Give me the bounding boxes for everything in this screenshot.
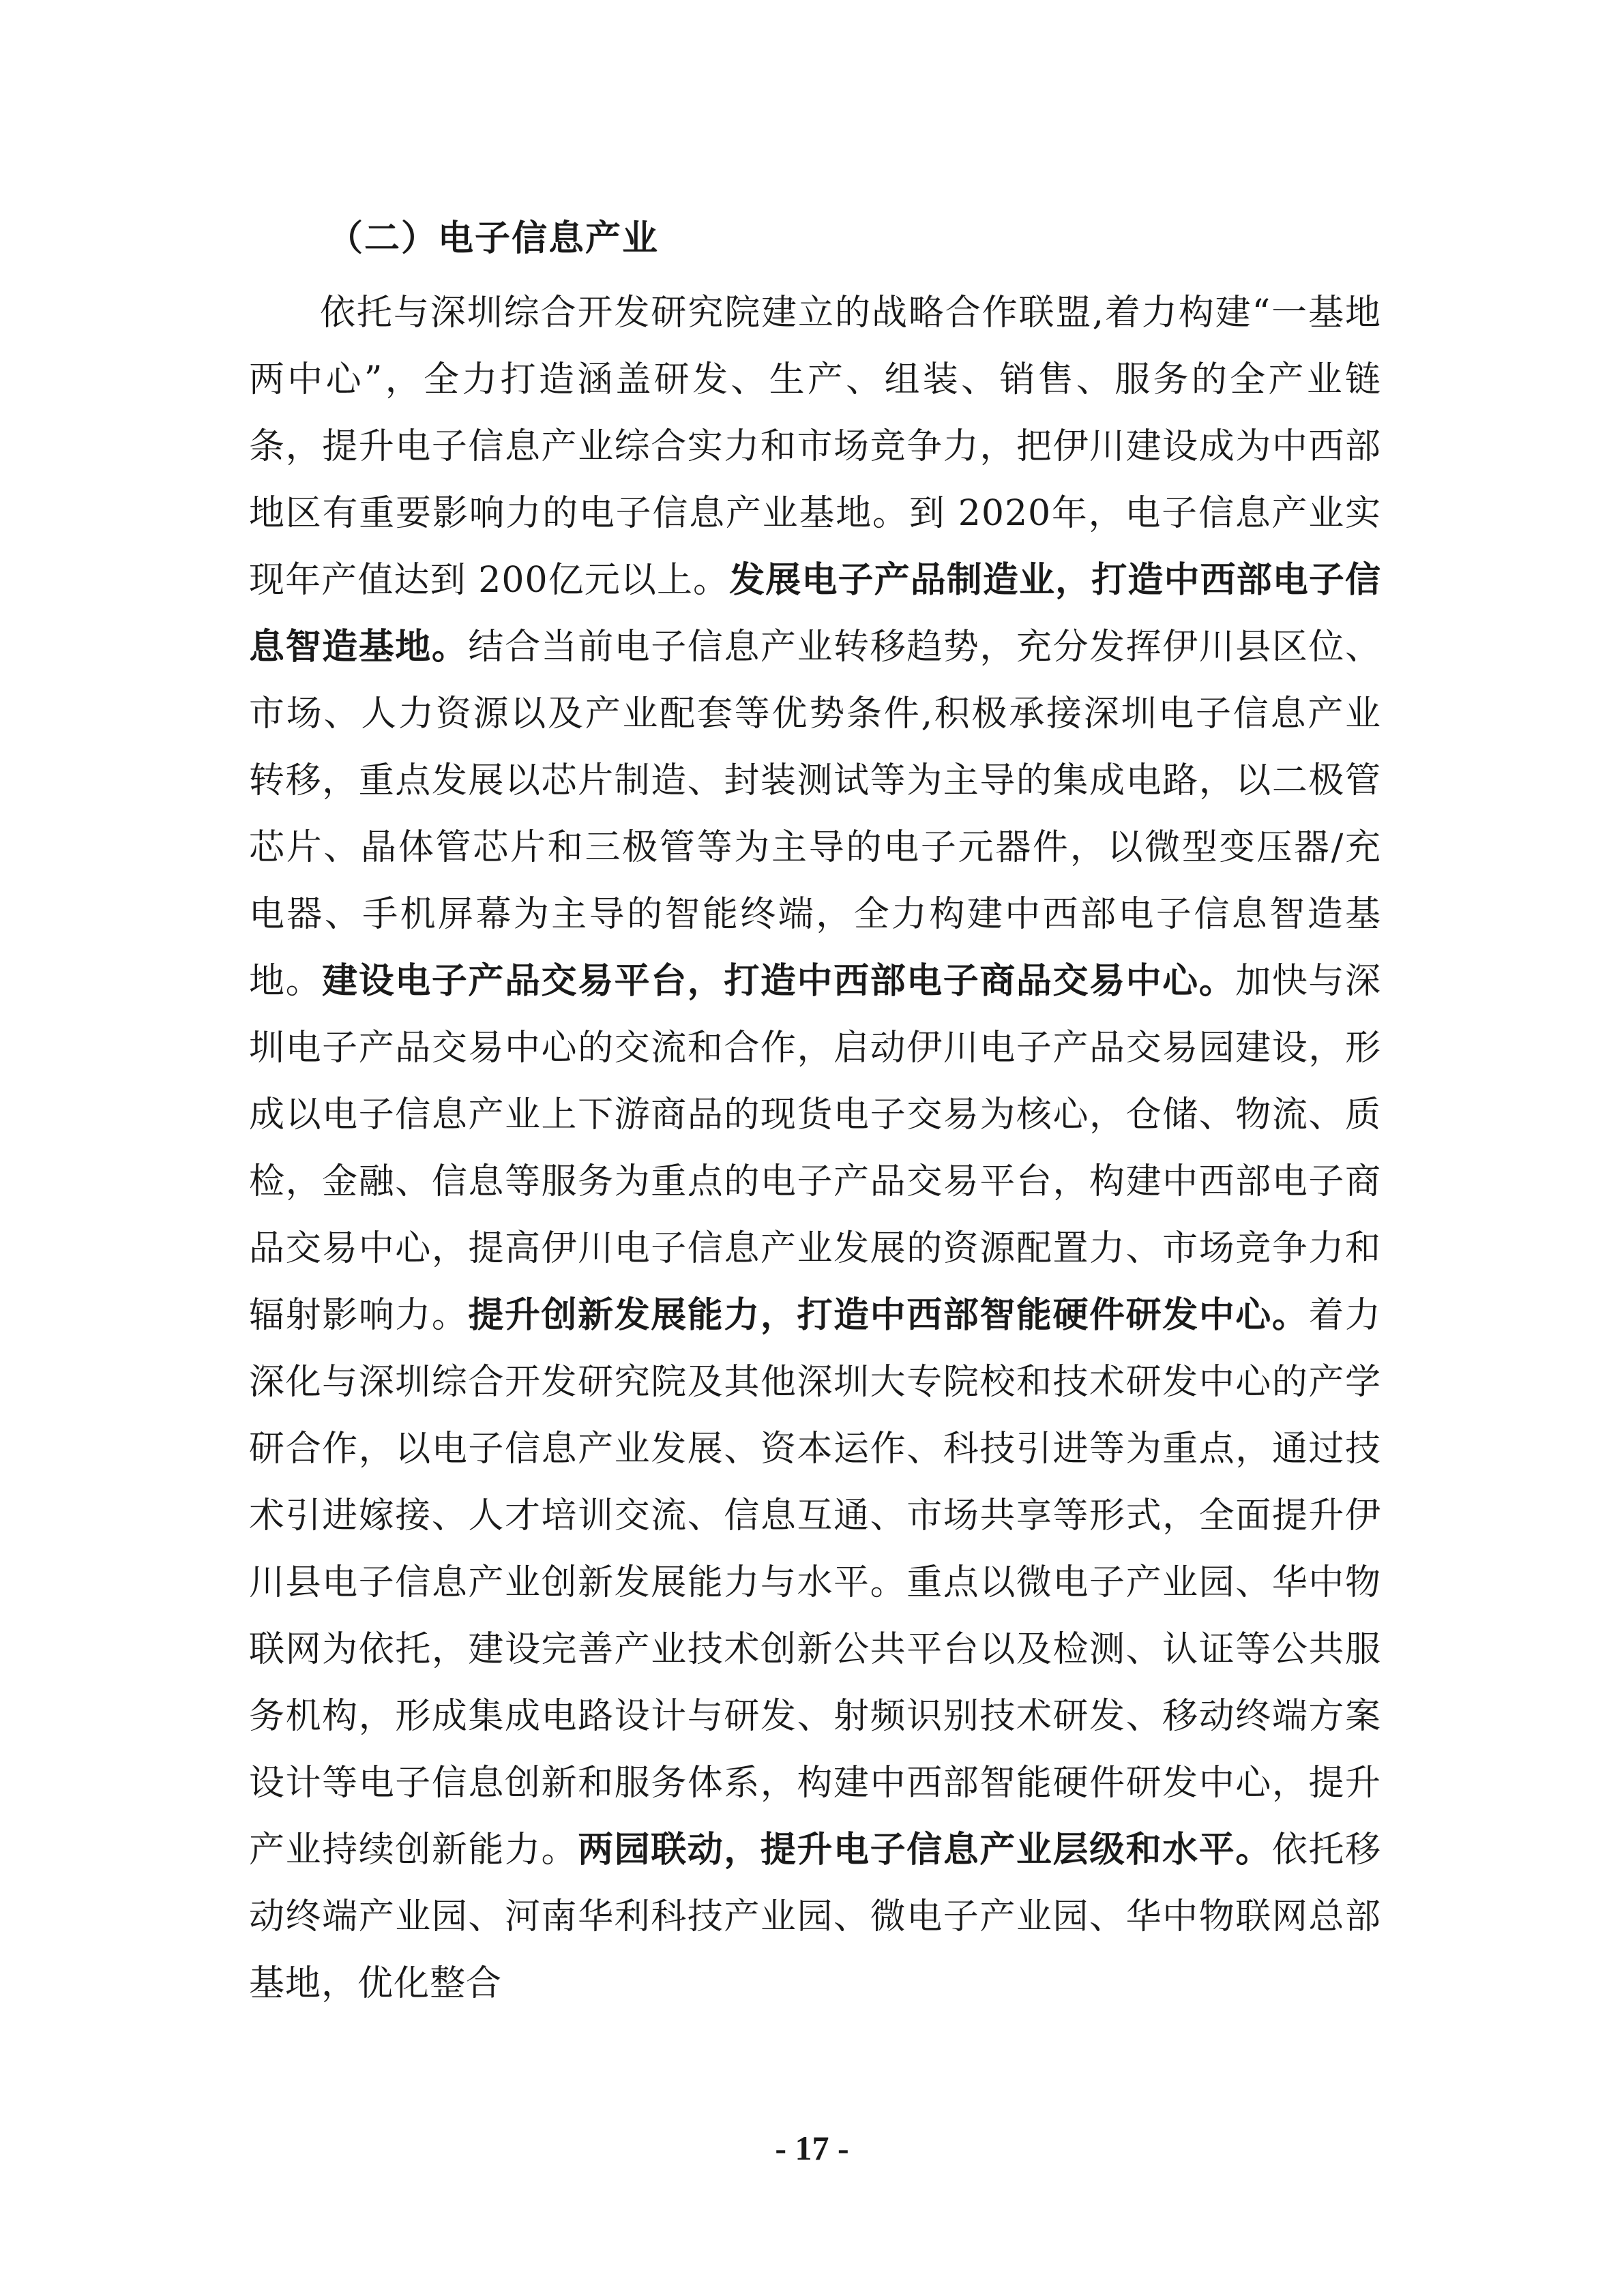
text-run: 依托与深圳综合开发研究院建立的战略合作联盟,着力构建“一基地两中心”，全力打造涵盖研发、生产、组装、销售、服务的全产业链条，提升电子信息产业综合实力和市场竞争力，把伊川建设成为中西部地区有重要影响力的电子信息产业基地。到 2020年，电子信息产业实现年产值达到 200亿元以上。 [249,293,1381,601]
text-run: 结合当前电子信息产业转移趋势，充分发挥伊川县区位、市场、人力资源以及产业配套等优势条件,积极承接深圳电子信息产业转移，重点发展以芯片制造、封装测试等为主导的集成电路，以二极管芯片、晶体管芯片和三极管等为主导的电子元器件，以微型变压器/充电器、手机屏幕为主导的智能终端，全力构建中西部电子信息智造基地。 [249,627,1381,1002]
body-paragraph [249,280,1381,2017]
section-heading: （二）电子信息产业 [327,218,660,259]
bold-phrase: 建设电子产品交易平台，打造中西部电子商品交易中心。 [322,961,1236,1002]
text-run: 着力深化与深圳综合开发研究院及其他深圳大专院校和技术研发中心的产学研合作，以电子信息产业发展、资本运作、科技引进等为重点，通过技术引进嫁接、人才培训交流、信息互通、市场共享等形式，全面提升伊川县电子信息产业创新发展能力与水平。重点以微电子产业园、华中物联网为依托，建设完善产业技术创新公共平台以及检测、认证等公共服务机构，形成集成电路设计与研发、射频识别技术研发、移动终端方案设计等电子信息创新和服务体系，构建中西部智能硬件研发中心，提升产业持续创新能力。 [249,1295,1381,1870]
text-run: 依托移动终端产业园、河南华利科技产业园、微电子产业园、华中物联网总部基地，优化整合 [249,1830,1381,2004]
text-run: 加快与深圳电子产品交易中心的交流和合作，启动伊川电子产品交易园建设，形成以电子信息产业上下游商品的现货电子交易为核心，仓储、物流、质检，金融、信息等服务为重点的电子产品交易平台，构建中西部电子商品交易中心，提高伊川电子信息产业发展的资源配置力、市场竞争力和辐射影响力。 [249,961,1381,1336]
bold-phrase: 发展电子产品制造业，打造中西部电子信息智造基地。 [249,560,1381,668]
page-number: - 17 - [775,2129,849,2167]
bold-phrase: 两园联动，提升电子信息产业层级和水平。 [578,1830,1272,1870]
bold-phrase: 提升创新发展能力，打造中西部智能硬件研发中心。 [468,1295,1309,1336]
